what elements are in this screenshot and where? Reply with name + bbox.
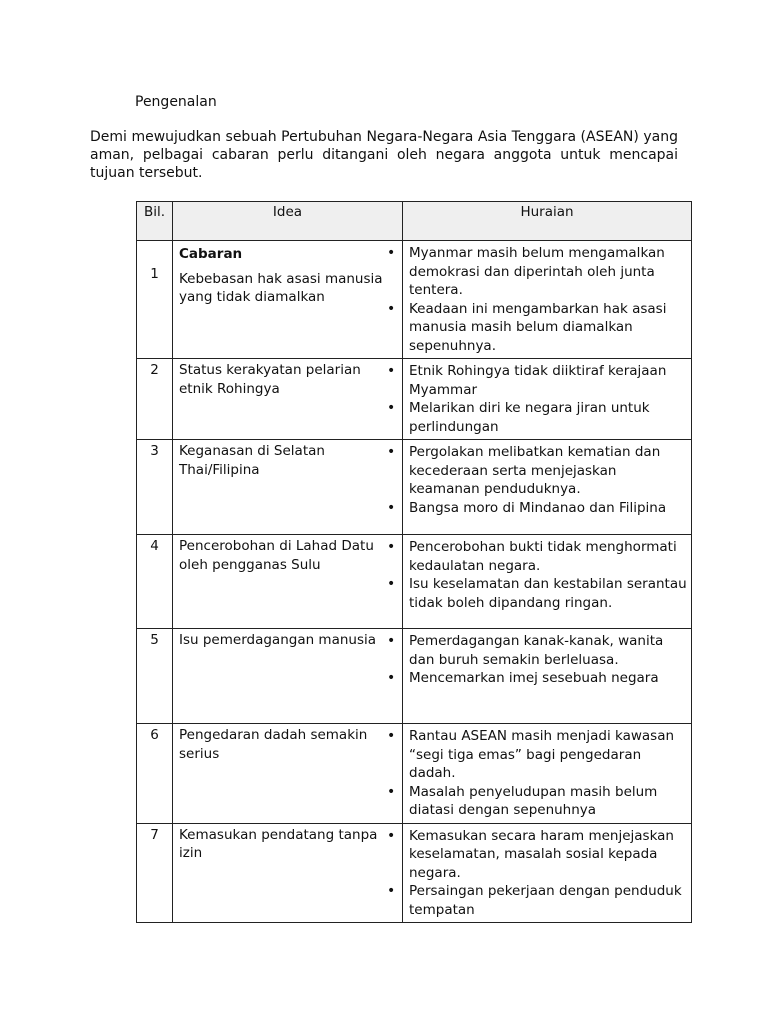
table-row [137,241,692,359]
row-number: 3 [137,440,173,535]
table-row [137,440,692,535]
row-idea: Status kerakyatan pelarian etnik Rohingya [173,359,403,440]
row-huraian [403,629,692,724]
row-idea: Pengedaran dadah semakin serius [173,724,403,824]
list-item: • Mencemarkan imej sesebuah negara [409,669,689,688]
table-row [137,359,692,440]
row-huraian [403,241,692,359]
row-huraian [403,440,692,535]
list-item: • Isu keselamatan dan kestabilan serantau tidak boleh dipandang ringan. [409,575,689,612]
row-huraian [403,724,692,824]
row-huraian [403,535,692,629]
section-heading: Pengenalan [135,94,217,110]
list-item: • Myanmar masih belum mengamalkan demokrasi dan diperintah oleh junta tentera. [409,244,689,300]
row-idea [173,241,403,359]
list-item: • Persaingan pekerjaan dengan penduduk tempatan [409,882,689,919]
header-huraian: Huraian [403,202,692,241]
list-item: • Keadaan ini mengambarkan hak asasi manusia masih belum diamalkan sepenuhnya. [409,300,689,356]
list-item: • Pergolakan melibatkan kematian dan kecederaan serta menjejaskan keamanan penduduknya. [409,443,689,499]
table-row [137,724,692,824]
table-header-row [137,202,692,241]
intro-paragraph: Demi mewujudkan sebuah Pertubuhan Negara-Negara Asia Tenggara (ASEAN) yang aman, pelbagai cabaran perlu ditangani oleh negara anggota untuk mencapai tujuan tersebut. [90,129,678,181]
row-idea: Isu pemerdagangan manusia [173,629,403,724]
table-row [137,823,692,923]
header-bil: Bil. [137,202,173,241]
list-item: • Rantau ASEAN masih menjadi kawasan “segi tiga emas” bagi pengedaran dadah. [409,727,689,783]
row-idea: Keganasan di Selatan Thai/Filipina [173,440,403,535]
table-row [137,535,692,629]
list-item: • Masalah penyeludupan masih belum diatasi dengan sepenuhnya [409,783,689,820]
row-number: 2 [137,359,173,440]
challenges-table [136,201,692,923]
row-number: 4 [137,535,173,629]
row-idea: Pencerobohan di Lahad Datu oleh pengganas Sulu [173,535,403,629]
list-item: • Kemasukan secara haram menjejaskan keselamatan, masalah sosial kepada negara. [409,827,689,883]
idea-text: Kebebasan hak asasi manusia yang tidak diamalkan [179,270,383,305]
row-huraian [403,359,692,440]
row-number: 1 [137,241,173,359]
list-item: • Melarikan diri ke negara jiran untuk perlindungan [409,399,689,436]
list-item: • Pemerdagangan kanak-kanak, wanita dan buruh semakin berleluasa. [409,632,689,669]
list-item: • Etnik Rohingya tidak diiktiraf kerajaan Myammar [409,362,689,399]
row-huraian [403,823,692,923]
table-row [137,629,692,724]
row-number: 6 [137,724,173,824]
row-idea: Kemasukan pendatang tanpa izin [173,823,403,923]
row-number: 7 [137,823,173,923]
cabaran-label: Cabaran [179,246,243,262]
row-number: 5 [137,629,173,724]
header-idea: Idea [173,202,403,241]
list-item: • Bangsa moro di Mindanao dan Filipina [409,499,689,518]
list-item: • Pencerobohan bukti tidak menghormati kedaulatan negara. [409,538,689,575]
